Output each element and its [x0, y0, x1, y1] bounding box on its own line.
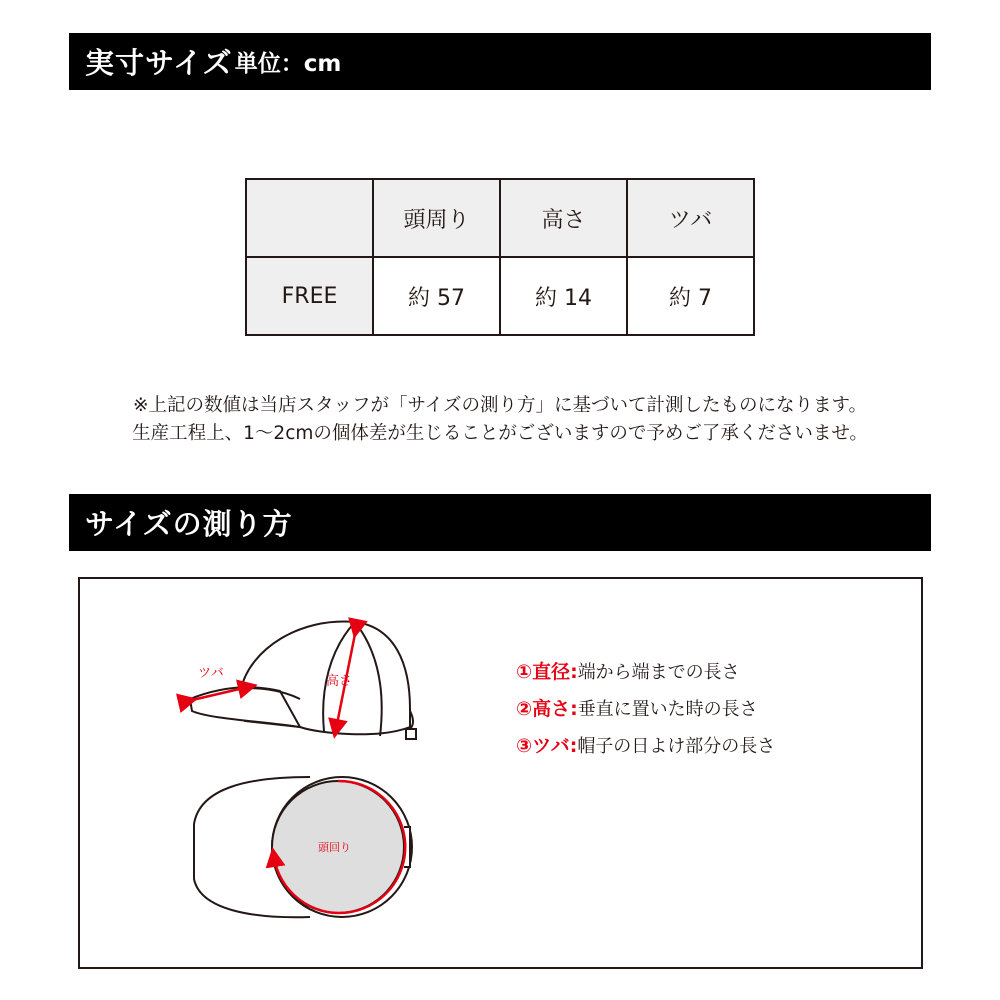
measurement-notes — [0, 392, 1000, 448]
section-header-actual-size — [69, 33, 931, 90]
section-title: 実寸サイズ — [85, 46, 233, 80]
legend-item-height — [516, 694, 775, 731]
size-table — [245, 178, 755, 336]
note-line: 生産工程上、1〜2cmの個体差が生じることがございますので予めご了承くださいませ。 — [132, 423, 868, 444]
table-corner-cell — [246, 179, 373, 257]
measurement-legend — [516, 657, 775, 768]
header-head-circumference: 頭周り — [373, 179, 500, 257]
cell-brim: 約 7 — [627, 257, 754, 335]
cell-head-circumference: 約 57 — [373, 257, 500, 335]
cell-height: 約 14 — [500, 257, 627, 335]
brim-label: ツバ — [198, 666, 224, 681]
legend-desc: 垂直に置いた時の長さ — [577, 699, 758, 720]
header-brim: ツバ — [627, 179, 754, 257]
note-line: ※上記の数値は当店スタッフが「サイズの測り方」に基づいて計測したものになります。 — [132, 395, 868, 416]
legend-desc: 帽子の日よけ部分の長さ — [577, 736, 776, 757]
table-header-row — [246, 179, 754, 257]
row-label-size: FREE — [246, 257, 373, 335]
section-title: サイズの測り方 — [85, 507, 293, 541]
cap-side-view — [190, 621, 416, 739]
legend-item-brim — [516, 731, 775, 768]
legend-desc: 端から端までの長さ — [577, 662, 740, 683]
cap-diagram — [80, 579, 500, 969]
unit-label: 単位：cm — [234, 51, 342, 77]
section-header-how-to-measure — [69, 494, 931, 551]
measurement-guide-box — [78, 577, 923, 969]
head-circumference-label: 頭回り — [318, 841, 351, 854]
legend-key: ③ツバ: — [516, 735, 578, 757]
height-label: 高さ — [326, 674, 353, 689]
legend-item-diameter — [516, 657, 775, 694]
header-height: 高さ — [500, 179, 627, 257]
table-row — [246, 257, 754, 335]
cap-top-view — [194, 777, 412, 917]
legend-key: ②高さ: — [516, 698, 578, 720]
legend-key: ①直径: — [516, 661, 578, 683]
